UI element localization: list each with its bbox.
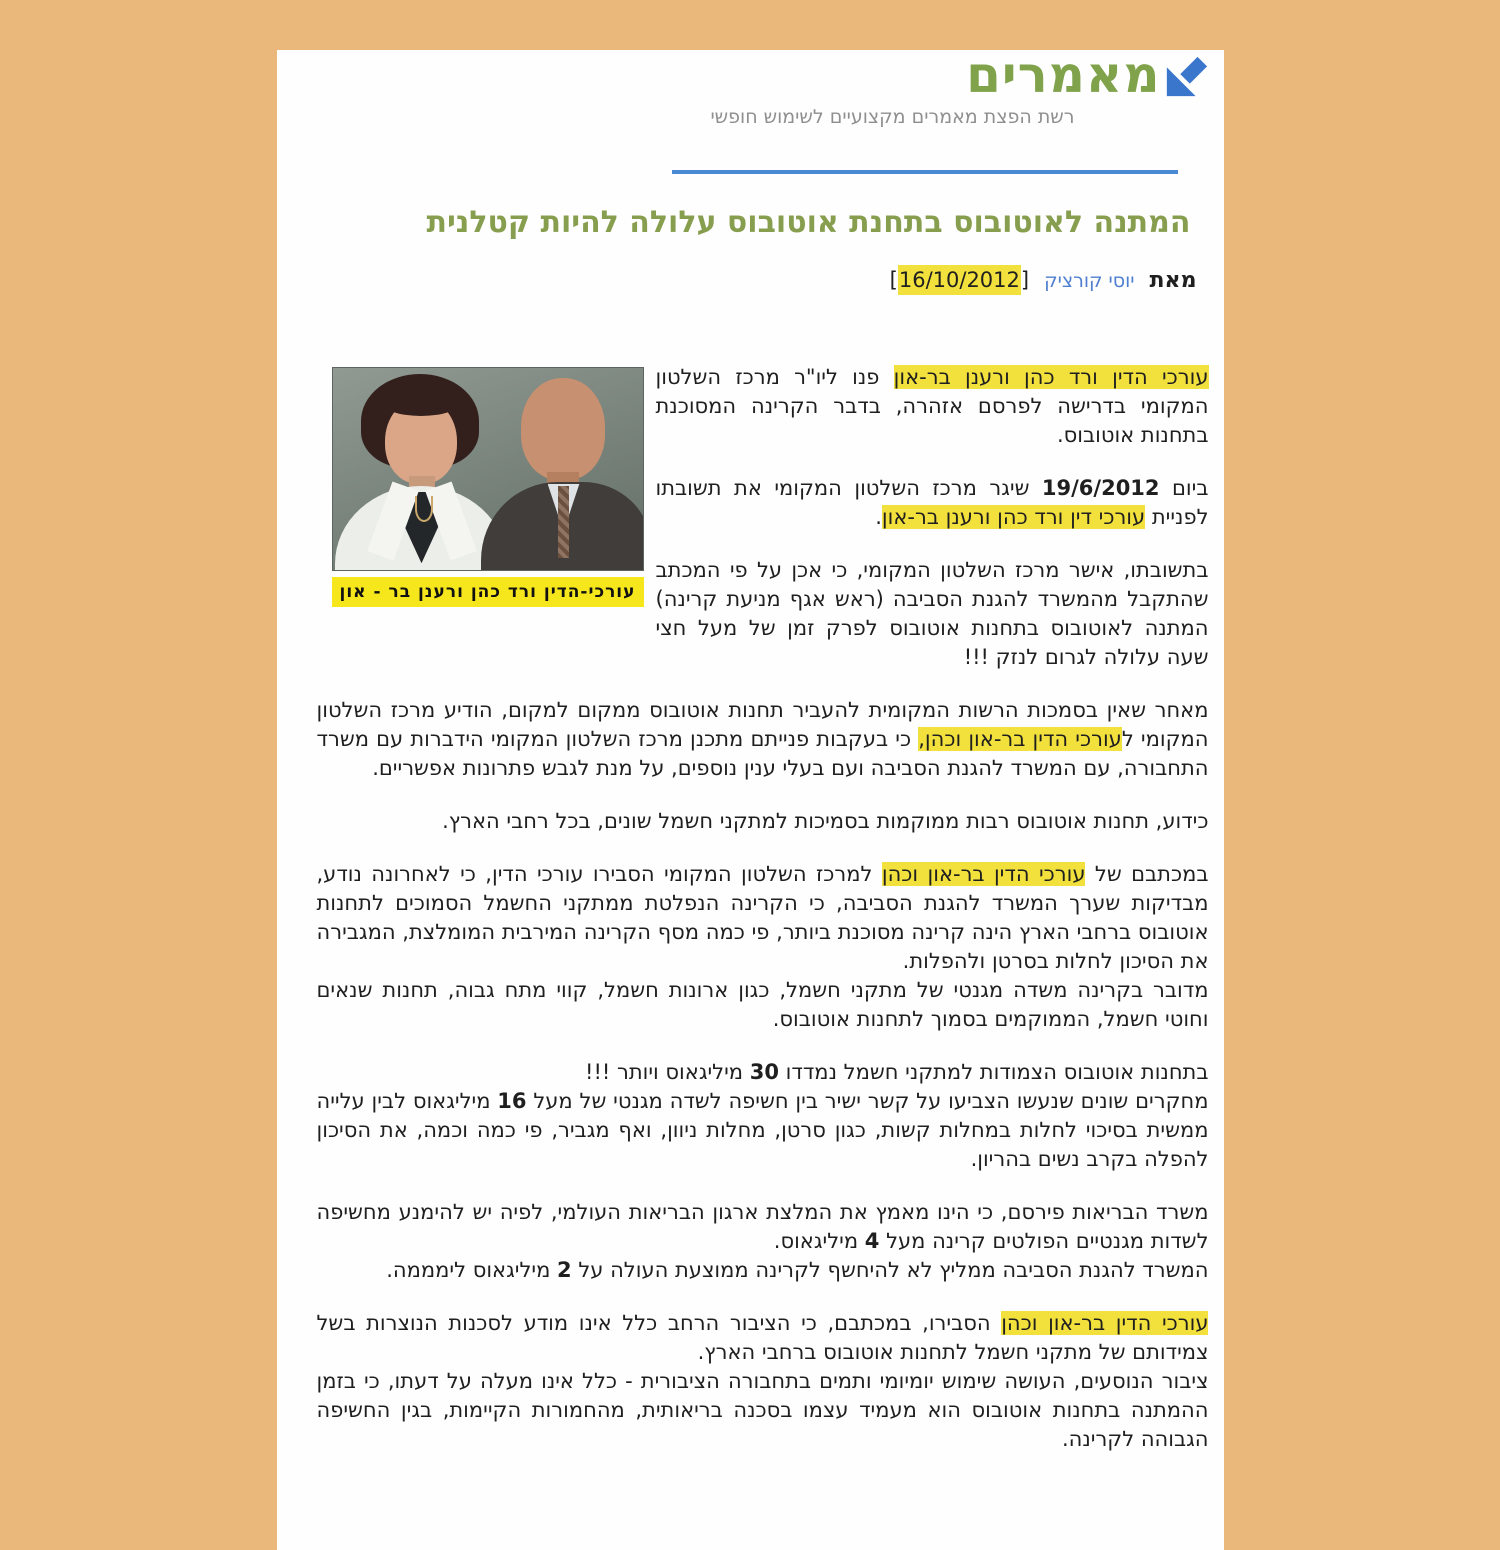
text-run: הסבירו, במכתבם, כי הציבור הרחב כלל אינו מודע לסכנות הנוצרות בשל צמידותם של מתקני חשמל לתחנות אוטובוס ברחבי הארץ.	[316, 1310, 1209, 1364]
text-run: בתשובתו, אישר מרכז השלטון המקומי, כי אכן על פי המכתב שהתקבל מהמשרד להגנת הסביבה (ראש אגף מניעת קרינה) המתנה לאוטובוס בתחנות אוטובוס לפרק זמן של מעל חצי שעה עלולה לגרום לנזק !!!	[655, 557, 1209, 669]
text-run: ביום	[1159, 475, 1209, 500]
lawyers-photo	[332, 367, 644, 571]
site-logo	[317, 46, 1209, 104]
text-run: המשרד להגנת הסביבה ממליץ לא להיחשף לקרינה ממוצעת העולה על	[571, 1257, 1209, 1282]
text-run: 4	[864, 1228, 880, 1253]
photo-caption: עורכי-הדין ורד כהן ורענן בר - און	[332, 577, 644, 607]
text-run: 30	[749, 1059, 779, 1084]
bracket-open: [	[889, 267, 898, 292]
highlighted-text: עורכי הדין ורד כהן ורענן בר-און	[893, 364, 1209, 389]
paragraph	[317, 860, 1209, 1034]
highlighted-text: עורכי הדין בר-און וכהן	[1001, 1310, 1209, 1335]
logo-subtitle: רשת הפצת מאמרים מקצועיים לשימוש חופשי	[710, 106, 1075, 128]
text-run: משרד הבריאות פירסם, כי הינו מאמץ את המלצת ארגון הבריאות העולמי, לפיה יש להימנע מחשיפה לשדות מגנטיים הפולטים קרינה מעל	[316, 1199, 1209, 1253]
document-page	[277, 46, 1224, 1550]
text-run: מחקרים שונים שנעשו הצביעו על קשר ישיר בין חשיפה לשדה מגנטי של מעל	[526, 1088, 1209, 1113]
text-run: פנו ליו"ר מרכז השלטון המקומי בדרישה לפרסם אזהרה, בדבר הקרינה המסוכנת בתחנות אוטובוס.	[655, 364, 1209, 447]
byline-date	[890, 265, 1029, 295]
text-run: מיליגאוס ויותר !!!	[585, 1059, 750, 1084]
text-run: מדובר בקרינה משדה מגנטי של מתקני חשמל, כגון ארונות חשמל, קווי מתח גבוה, תחנות שנאים וחוטי חשמל, הממוקמים בסמוך לתחנות אוטובוס.	[316, 977, 1209, 1031]
text-run: 2	[557, 1257, 572, 1282]
text-run: כי בעקבות פנייתם מתכנן מרכז השלטון המקומי הידברות עם משרד התחבורה, עם המשרד להגנת הסביבה ועם בעלי ענין נוספים, על מנת לגבש פתרונות אפשריים.	[316, 726, 1209, 780]
header-divider	[672, 170, 1178, 174]
byline-date-highlight: 16/10/2012	[898, 265, 1021, 295]
photo-shape	[521, 378, 605, 480]
author-link[interactable]: יוסי קורציק	[1044, 269, 1135, 292]
text-run: 19/6/2012	[1041, 475, 1160, 500]
highlighted-text: עורכי דין ורד כהן ורענן בר-און	[881, 504, 1146, 529]
text-run: במכתבם של	[1085, 861, 1209, 886]
photo-shape	[381, 388, 461, 416]
photo-shape	[415, 496, 433, 522]
text-run: מיליגאוס לבין עלייה ממשית בסיכוי לחלות במחלות קשות, כגון סרטן, מחלות ניוון, ואף מגביר, פי כמה וכמה, את הסיכון להפלה בקרב נשים בהריון.	[316, 1088, 1209, 1171]
paragraph	[317, 1058, 1209, 1174]
text-run: למרכז השלטון המקומי הסבירו עורכי הדין, כי לאחרונה נודע, מבדיקות שערך המשרד להגנת הסביבה, כי הקרינה הנפלטת ממתקני החשמל הסמוכים לתחנות אוטובוס ברחבי הארץ הינה קרינה מסוכנת ביותר, פי כמה מסף הקרינה המירבית המומלצת, המגבירה את הסיכון לחלות בסרטן ולהפלות.	[316, 861, 1209, 973]
text-run: מאחר שאין בסמכות הרשות המקומית להעביר תחנות אוטובוס ממקום למקום, הודיע מרכז השלטון המקומי ל	[316, 697, 1209, 751]
arrow-down-left-icon	[1163, 53, 1209, 99]
paragraph	[317, 1198, 1209, 1285]
text-run: כידוע, תחנות אוטובוס רבות ממוקמות בסמיכות למתקני חשמל שונים, בכל רחבי הארץ.	[442, 808, 1209, 833]
site-header	[317, 46, 1209, 174]
text-run: מיליגאוס.	[773, 1228, 865, 1253]
paragraph	[317, 1309, 1209, 1454]
article-body	[317, 363, 1209, 1454]
text-run: ציבור הנוסעים, העושה שימוש יומיומי ותמים בתחבורה הציבורית - כלל אינו מעלה על דעתו, כי בזמן ההמתנה בתחנות אוטובוס הוא מעמיד עצמו בסכנה בריאותית, מהחמורות הקיימות, בגין החשיפה הגבוהה לקרינה.	[316, 1368, 1209, 1451]
byline	[317, 268, 1197, 293]
highlighted-text: עורכי הדין בר-און וכהן,	[918, 726, 1122, 751]
bracket-close: ]	[1020, 267, 1030, 292]
highlighted-text: עורכי הדין בר-און וכהן	[881, 861, 1086, 886]
byline-prefix: מאת	[1149, 267, 1197, 293]
text-run: שיגר מרכז השלטון המקומי את תשובתו לפניית	[655, 475, 1209, 529]
logo-title: מאמרים	[966, 46, 1161, 104]
photo-figure	[332, 367, 644, 607]
text-run: מיליגאוס לימממה.	[386, 1257, 558, 1282]
article-title: המתנה לאוטובוס בתחנת אוטובוס עלולה להיות קטלנית	[426, 205, 1191, 240]
text-run: בתחנות אוטובוס הצמודות למתקני חשמל נמדדו	[778, 1059, 1209, 1084]
paragraph	[317, 807, 1209, 836]
photo-shape	[558, 486, 569, 558]
text-run: 16	[497, 1088, 527, 1113]
text-run: .	[875, 504, 882, 529]
paragraph	[317, 696, 1209, 783]
